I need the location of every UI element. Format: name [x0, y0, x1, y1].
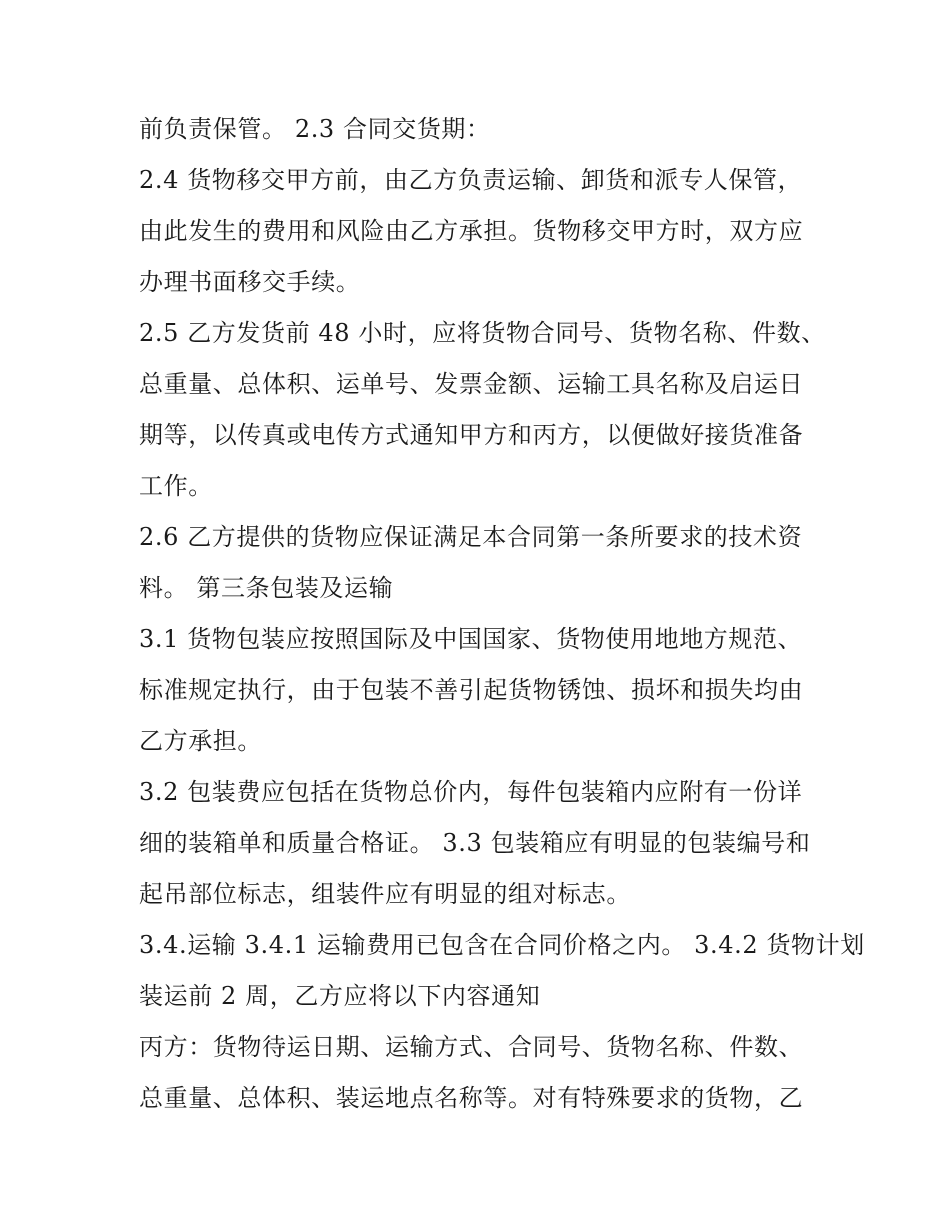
text-line: 细的装箱单和质量合格证。 3.3 包装箱应有明显的包装编号和: [139, 829, 811, 857]
document-body: [139, 104, 865, 1124]
text-line: 标准规定执行，由于包装不善引起货物锈蚀、损坏和损失均由: [139, 676, 804, 704]
text-line: 2.6 乙方提供的货物应保证满足本合同第一条所要求的技术资: [139, 523, 803, 551]
text-line: 3.1 货物包装应按照国际及中国国家、货物使用地地方规范、: [139, 625, 803, 653]
text-line: 装运前 2 周，乙方应将以下内容通知: [139, 982, 541, 1010]
text-line: 前负责保管。 2.3 合同交货期：: [139, 115, 491, 143]
text-line: 丙方：货物待运日期、运输方式、合同号、货物名称、件数、: [139, 1033, 804, 1061]
text-line: 3.4.运输 3.4.1 运输费用已包含在合同价格之内。 3.4.2 货物计划: [139, 931, 865, 959]
text-line: 起吊部位标志，组装件应有明显的组对标志。: [139, 880, 631, 908]
text-line: 总重量、总体积、运单号、发票金额、运输工具名称及启运日: [139, 370, 804, 398]
text-line: 总重量、总体积、装运地点名称等。对有特殊要求的货物，乙: [139, 1084, 804, 1112]
text-line: 由此发生的费用和风险由乙方承担。货物移交甲方时，双方应: [139, 217, 804, 245]
text-line: 料。 第三条包装及运输: [139, 574, 394, 602]
text-line: 2.5 乙方发货前 48 小时，应将货物合同号、货物名称、件数、: [139, 319, 826, 347]
text-line: 乙方承担。: [139, 727, 262, 755]
text-line: 3.2 包装费应包括在货物总价内，每件包装箱内应附有一份详: [139, 778, 803, 806]
text-line: 工作。: [139, 472, 213, 500]
text-line: 期等，以传真或电传方式通知甲方和丙方，以便做好接货准备: [139, 421, 804, 449]
text-line: 2.4 货物移交甲方前，由乙方负责运输、卸货和派专人保管，: [139, 166, 803, 194]
text-line: 办理书面移交手续。: [139, 268, 361, 296]
